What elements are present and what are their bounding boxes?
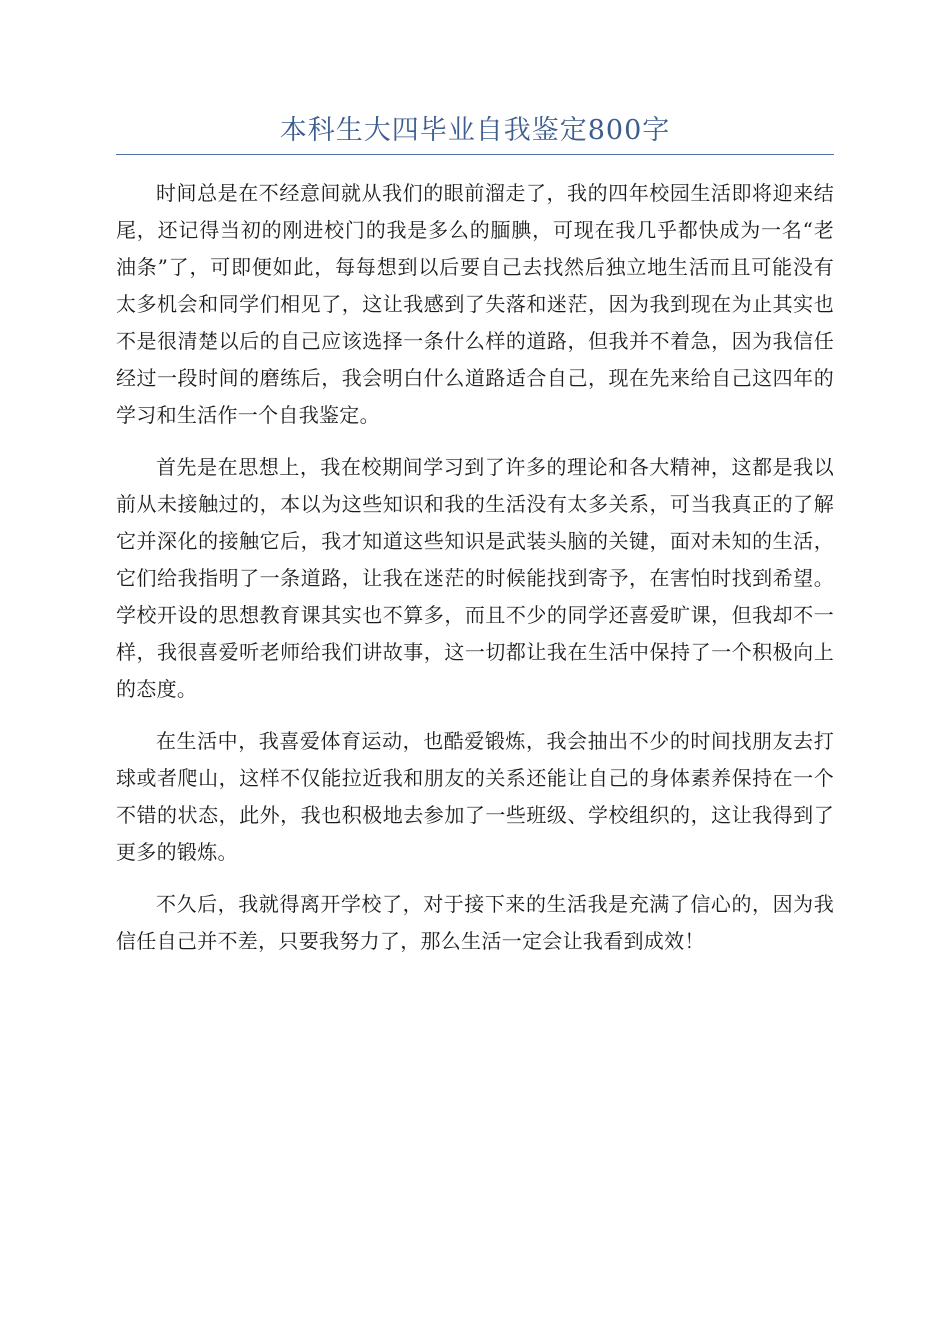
title-block <box>116 110 834 155</box>
title-underline <box>116 154 834 155</box>
document-body <box>116 175 834 975</box>
document-title: 本科生大四毕业自我鉴定800字 <box>279 115 671 146</box>
paragraph-thought: 首先是在思想上，我在校期间学习到了许多的理论和各大精神，这都是我以前从未接触过的，本以为这些知识和我的生活没有太多关系，可当我真正的了解它并深化的接触它后，我才知道这些知识是武装头脑的关键，面对未知的生活，它们给我指明了一条道路，让我在迷茫的时候能找到寄予，在害怕时找到希望。学校开设的思想教育课其实也不算多，而且不少的同学还喜爱旷课，但我却不一样，我很喜爱听老师给我们讲故事，这一切都让我在生活中保持了一个积极向上的态度。 <box>116 455 834 701</box>
paragraph-life: 在生活中，我喜爱体育运动，也酷爱锻炼，我会抽出不少的时间找朋友去打球或者爬山，这样不仅能拉近我和朋友的关系还能让自己的身体素养保持在一个不错的状态，此外，我也积极地去参加了一些班级、学校组织的，这让我得到了更多的锻炼。 <box>116 729 834 864</box>
paragraph-intro: 时间总是在不经意间就从我们的眼前溜走了，我的四年校园生活即将迎来结尾，还记得当初的刚进校门的我是多么的腼腆，可现在我几乎都快成为一名“老油条”了，可即便如此，每每想到以后要自己去找然后独立地生活而且可能没有太多机会和同学们相见了，这让我感到了失落和迷茫，因为我到现在为止其实也不是很清楚以后的自己应该选择一条什么样的道路，但我并不着急，因为我信任经过一段时间的磨练后，我会明白什么道路适合自己，现在先来给自己这四年的学习和生活作一个自我鉴定。 <box>116 181 834 427</box>
paragraph-conclusion: 不久后，我就得离开学校了，对于接下来的生活我是充满了信心的，因为我信任自己并不差，只要我努力了，那么生活一定会让我看到成效！ <box>116 892 834 953</box>
